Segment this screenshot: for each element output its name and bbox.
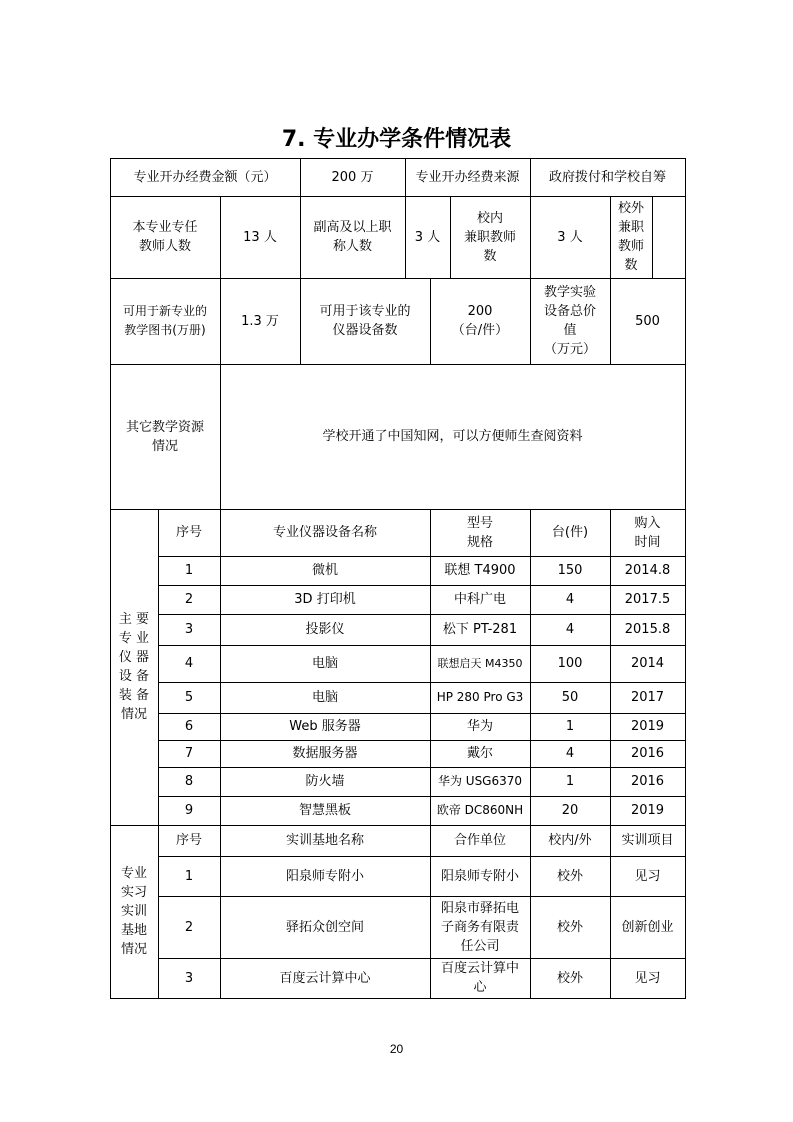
bases-section-label: 专业 实习 实训 基地 情况 (120, 866, 147, 957)
external-parttime-label: 校外 兼职 教师 数 (617, 201, 644, 273)
equipment-row-9-qty: 20 (561, 803, 579, 818)
instruments-value: 200 （台/件） (451, 304, 509, 338)
equipment-row-9-date: 2019 (630, 803, 665, 818)
funding-amount-value: 200 万 (331, 169, 374, 185)
equipment-header-name: 专业仪器设备名称 (272, 525, 377, 540)
equipment-row-2-qty: 4 (565, 592, 575, 607)
equipment-row-4-no: 4 (184, 656, 194, 671)
equipment-row-8-name: 防火墙 (305, 774, 345, 789)
equipment-row-2-no: 2 (184, 592, 194, 607)
equipment-row-1-name: 微机 (311, 563, 338, 578)
bases-header-project: 实训项目 (621, 833, 674, 848)
equipment-row-7-name: 数据服务器 (292, 746, 358, 761)
equipment-row-8-no: 8 (184, 774, 194, 789)
equipment-row-5-date: 2017 (630, 690, 665, 705)
equipment-row-4-date: 2014 (630, 656, 665, 671)
bases-row-2-no: 2 (184, 919, 194, 935)
equipment-row-8-model: 华为 USG6370 (437, 774, 523, 788)
bases-header-location: 校内/外 (548, 833, 592, 848)
bases-header-partner: 合作单位 (453, 833, 506, 848)
bases-row-3-partner: 百度云计算中 心 (440, 961, 519, 995)
equipment-row-3-qty: 4 (565, 622, 575, 637)
equipment-row-9-name: 智慧黑板 (298, 803, 351, 818)
table-border-bottom (110, 998, 686, 999)
bases-row-2-location: 校外 (556, 919, 583, 935)
equipment-row-5-name: 电脑 (311, 690, 338, 705)
senior-title-value: 3 人 (414, 229, 441, 245)
equipment-row-6-name: Web 服务器 (289, 719, 361, 734)
external-parttime-value (652, 196, 685, 278)
fulltime-teachers-label: 本专业专任 教师人数 (132, 220, 198, 254)
equipment-header-qty: 台(件) (551, 525, 589, 540)
books-label: 可用于新专业的 教学图书(万册) (122, 304, 207, 337)
senior-title-label: 副高及以上职 称人数 (313, 220, 392, 254)
equipment-row-3-model: 松下 PT-281 (442, 622, 518, 637)
equipment-row-8-date: 2016 (630, 774, 665, 789)
funding-source-value: 政府拨付和学校自筹 (548, 169, 666, 185)
equipment-row-9-model: 欧帝 DC860NH (436, 803, 524, 817)
equipment-row-2-name: 3D 打印机 (294, 592, 356, 607)
equipment-row-2-model: 中科广电 (453, 592, 506, 607)
page-title: 7. 专业办学条件情况表 (281, 127, 512, 152)
equipment-header-model: 型号 规格 (466, 515, 493, 550)
equipment-row-7-date: 2016 (630, 746, 665, 761)
equipment-row-2-date: 2017.5 (624, 592, 671, 607)
bases-row-3-project: 见习 (634, 970, 661, 986)
equipment-row-1-date: 2014.8 (624, 563, 671, 578)
equipment-row-1-qty: 150 (557, 563, 583, 578)
equipment-row-5-model: HP 280 Pro G3 (436, 690, 524, 704)
equipment-row-4-qty: 100 (557, 656, 583, 671)
equipment-value-value: 500 (635, 313, 660, 329)
bases-header-no: 序号 (175, 833, 202, 848)
bases-row-3-name: 百度云计算中心 (279, 970, 371, 986)
equipment-value-label: 教学实验 设备总价 值 （万元） (543, 285, 596, 357)
bases-row-1-location: 校外 (556, 868, 583, 884)
equipment-row-3-name: 投影仪 (305, 622, 345, 637)
equipment-row-4-name: 电脑 (311, 656, 338, 671)
bases-row-1-name: 阳泉师专附小 (285, 868, 364, 884)
equipment-row-6-qty: 1 (565, 719, 575, 734)
other-resources-label: 其它教学资源 情况 (125, 419, 204, 454)
internal-parttime-value: 3 人 (557, 229, 583, 245)
equipment-row-1-no: 1 (184, 563, 194, 578)
bases-header-name: 实训基地名称 (285, 833, 364, 848)
books-value: 1.3 万 (241, 313, 279, 329)
fulltime-teachers-value: 13 人 (243, 229, 277, 245)
other-resources-value: 学校开通了中国知网，可以方便师生查阅资料 (322, 429, 583, 444)
equipment-section-label: 主 要 专 业 仪 器 设 备 装 备 情况 (118, 612, 150, 722)
funding-source-label: 专业开办经费来源 (415, 169, 520, 185)
equipment-row-6-no: 6 (184, 719, 194, 734)
bases-row-3-location: 校外 (556, 970, 583, 986)
conditions-table (110, 158, 685, 998)
equipment-row-7-no: 7 (184, 746, 194, 761)
bases-row-3-no: 3 (184, 970, 194, 986)
page-number: 20 (389, 1042, 404, 1056)
internal-parttime-label: 校内 兼职教师 数 (463, 210, 516, 264)
equipment-row-7-qty: 4 (565, 746, 575, 761)
equipment-row-7-model: 戴尔 (466, 746, 493, 761)
bases-row-1-project: 见习 (634, 868, 661, 884)
equipment-row-6-date: 2019 (630, 719, 665, 734)
bases-row-1-partner: 阳泉师专附小 (440, 868, 519, 884)
bases-row-2-name: 驿拓众创空间 (285, 919, 364, 935)
equipment-header-date: 购入 时间 (634, 515, 661, 550)
equipment-row-4-model: 联想启天 M4350 (437, 657, 523, 670)
equipment-row-3-date: 2015.8 (624, 622, 671, 637)
equipment-row-5-no: 5 (184, 690, 194, 705)
instruments-label: 可用于该专业的 仪器设备数 (319, 304, 411, 338)
bases-row-1-no: 1 (184, 868, 194, 884)
table-border-right (685, 158, 686, 998)
bases-row-2-project: 创新创业 (621, 919, 674, 935)
bases-row-2-partner: 阳泉市驿拓电 子商务有限责 任公司 (440, 900, 519, 954)
equipment-header-no: 序号 (175, 525, 202, 540)
equipment-row-8-qty: 1 (565, 774, 575, 789)
equipment-row-5-qty: 50 (561, 690, 579, 705)
equipment-row-6-model: 华为 (466, 719, 493, 734)
equipment-row-3-no: 3 (184, 622, 194, 637)
equipment-row-1-model: 联想 T4900 (444, 563, 516, 578)
funding-amount-label: 专业开办经费金额（元） (133, 169, 277, 185)
equipment-row-9-no: 9 (184, 803, 194, 818)
